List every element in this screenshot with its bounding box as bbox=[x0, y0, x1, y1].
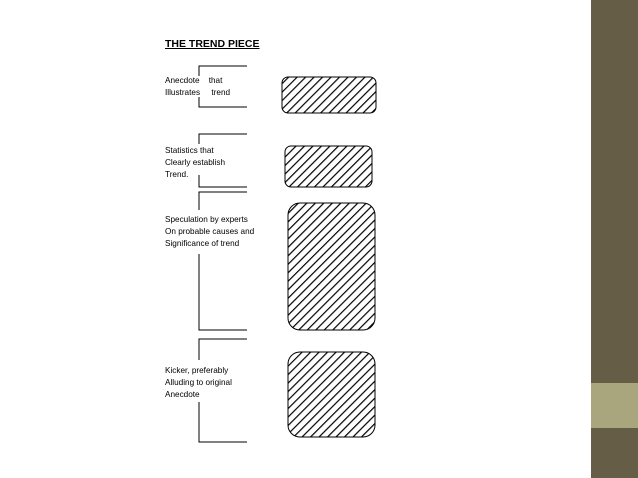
hatched-block-kicker bbox=[288, 352, 375, 437]
hatched-block-anecdote bbox=[282, 77, 376, 113]
bracket-statistics bbox=[199, 134, 247, 187]
label-line: Statistics that bbox=[165, 146, 214, 155]
hatched-block-statistics bbox=[285, 146, 372, 187]
label-line: Significance of trend bbox=[165, 239, 240, 248]
label-line: Illustrates trend bbox=[165, 88, 231, 97]
label-line: Kicker, preferably bbox=[165, 366, 229, 375]
slide-title: THE TREND PIECE bbox=[165, 38, 260, 50]
label-line: On probable causes and bbox=[165, 227, 255, 236]
label-line: Speculation by experts bbox=[165, 215, 248, 224]
label-line: Clearly establish bbox=[165, 158, 226, 167]
hatched-block-speculation bbox=[288, 203, 375, 330]
label-line: Anecdote that bbox=[165, 76, 223, 85]
label-line: Alluding to original bbox=[165, 378, 232, 387]
bracket-speculation bbox=[199, 192, 247, 330]
label-line: Trend. bbox=[165, 170, 189, 179]
bracket-kicker bbox=[199, 339, 247, 442]
label-line: Anecdote bbox=[165, 390, 200, 399]
bracket-anecdote bbox=[199, 66, 247, 107]
